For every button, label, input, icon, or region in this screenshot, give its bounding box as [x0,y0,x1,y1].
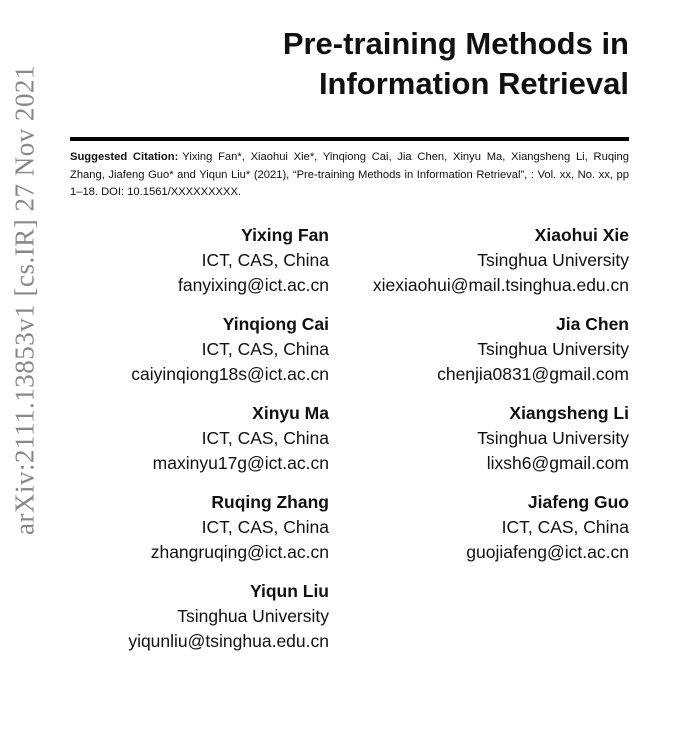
author-block [178,223,329,298]
author-name: Xiaohui Xie [534,225,629,245]
author-name: Yixing Fan [241,225,329,245]
author-email: yiqunliu@tsinghua.edu.cn [128,631,329,651]
author-name: Yinqiong Cai [222,314,329,334]
author-block [153,401,329,476]
author-affiliation: Tsinghua University [477,339,629,359]
author-list [0,223,689,663]
author-name: Yiqun Liu [249,581,329,601]
author-affiliation: ICT, CAS, China [201,517,329,537]
author-affiliation: ICT, CAS, China [201,428,329,448]
author-email: maxinyu17g@ict.ac.cn [152,453,329,473]
author-email: fanyixing@ict.ac.cn [177,275,329,295]
title-line-2: Information Retrieval [318,66,629,101]
suggested-citation [70,149,629,202]
author-email: chenjia0831@gmail.com [437,364,629,384]
author-block [466,490,629,565]
arxiv-id-text: arXiv:2111.13853v1 [cs.IR] 27 Nov 2021 [9,65,40,535]
author-affiliation: ICT, CAS, China [201,339,329,359]
author-email: guojiafeng@ict.ac.cn [466,542,629,562]
title-divider [70,137,629,141]
author-name: Jiafeng Guo [527,492,629,512]
author-block [437,312,629,387]
author-affiliation: Tsinghua University [177,606,329,626]
author-affiliation: Tsinghua University [477,250,629,270]
paper-title [283,24,629,104]
author-email: xiexiaohui@mail.tsinghua.edu.cn [372,275,629,295]
author-name: Ruqing Zhang [211,492,329,512]
author-block [373,223,629,298]
title-line-1: Pre-training Methods in [282,26,629,61]
author-name: Xinyu Ma [252,403,329,423]
author-name: Xiangsheng Li [509,403,629,423]
citation-text: Yixing Fan*, Xiaohui Xie*, Yinqiong Cai, Jia Chen, Xinyu Ma, Xiangsheng Li, Ruqing Zhang, Jiafeng Guo* and Yiqun Liu* (2021), “Pre-training Methods in Information Retrieval”, : Vol. xx, No. xx, pp 1–18. DOI: 10.1561/XXXXXXXXX. [70,151,629,198]
author-email: caiyinqiong18s@ict.ac.cn [131,364,329,384]
author-block [477,401,629,476]
author-block [131,312,329,387]
author-affiliation: Tsinghua University [477,428,629,448]
author-block [128,579,329,654]
author-email: zhangruqing@ict.ac.cn [150,542,329,562]
author-block [151,490,329,565]
author-affiliation: ICT, CAS, China [501,517,629,537]
author-name: Jia Chen [556,314,629,334]
citation-label: Suggested Citation: [70,151,179,163]
author-affiliation: ICT, CAS, China [201,250,329,270]
author-email: lixsh6@gmail.com [486,453,629,473]
